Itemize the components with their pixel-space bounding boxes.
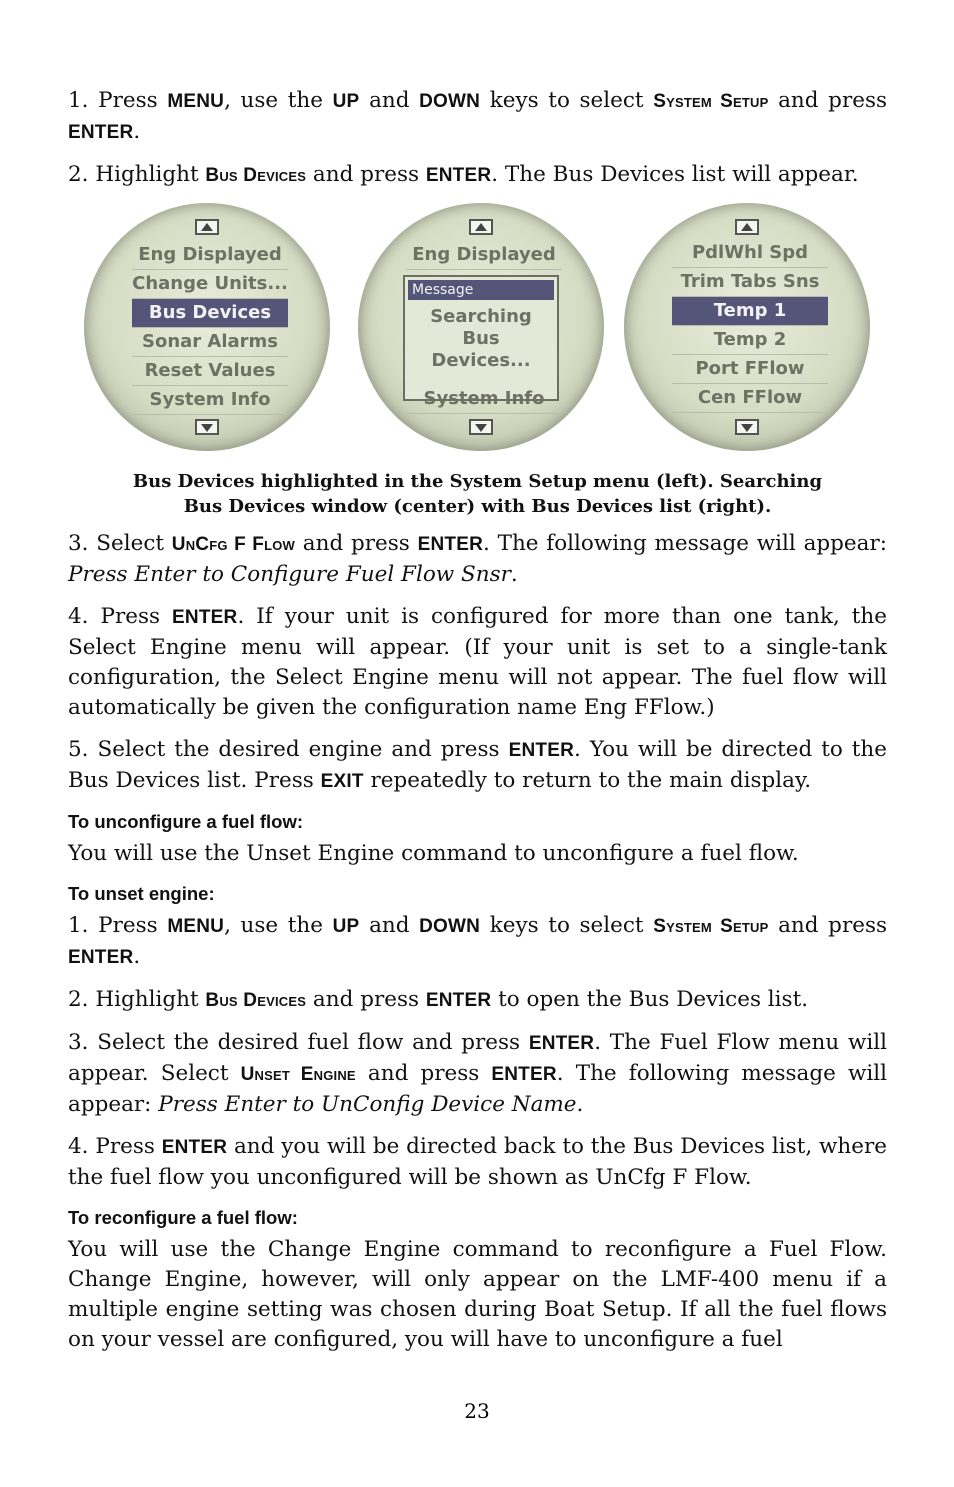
key-enter: ENTER xyxy=(172,607,238,628)
menu-item: Sonar Alarms xyxy=(132,328,288,357)
menu-item: Change Units... xyxy=(132,270,288,299)
screen-message: Press Enter to Configure Fuel Flow Snsr xyxy=(68,562,511,587)
figure-caption: Bus Devices highlighted in the System Setup menu (left). Searching Bus Devices window (center) with Bus Devices list (right). xyxy=(132,471,823,517)
menu-item-selected: Bus Devices xyxy=(132,299,288,328)
key-enter: ENTER xyxy=(425,165,492,186)
scroll-down-arrow-icon xyxy=(195,419,219,435)
unset-step-3: 3. Select the desired fuel flow and press ENTER. The Fuel Flow menu will appear. Select Unset Engine and press ENTER. The following message will appear: Press Enter to UnConfig Device Name. xyxy=(68,1030,887,1117)
screen-searching-window xyxy=(358,203,604,451)
key-enter: ENTER xyxy=(528,1033,595,1054)
scroll-down-arrow-icon xyxy=(469,419,493,435)
key-enter: ENTER xyxy=(161,1137,228,1158)
menu-uncfg-f-flow: UnCfg F Flow xyxy=(171,534,296,555)
key-up: UP xyxy=(332,91,360,112)
unset-step-1: 1. Press MENU, use the UP and DOWN keys to select System Setup and press ENTER. xyxy=(68,913,888,969)
message-body: Searching Bus Devices... xyxy=(430,306,532,371)
menu-unset-engine: Unset Engine xyxy=(240,1064,356,1085)
reconfigure-intro: You will use the Change Engine command to reconfigure a Fuel Flow. Change Engine, however, will only appear on the LMF-400 menu if a multiple engine setting was chosen during Boat Setup. If all the fuel flows on your vessel are configured, you will have to unconfigure a fuel xyxy=(68,1237,887,1352)
menu-item: System Info xyxy=(406,385,562,414)
menu-bus-devices: Bus Devices xyxy=(205,990,307,1011)
menu-item: Eng Displayed xyxy=(132,241,288,270)
key-down: DOWN xyxy=(419,91,481,112)
key-enter: ENTER xyxy=(417,534,483,555)
key-exit: EXIT xyxy=(320,771,364,792)
step-1-system-setup: 1. Press MENU, use the UP and DOWN keys to select System Setup and press ENTER. xyxy=(68,88,888,144)
menu-item: Cen FFlow xyxy=(672,384,828,413)
menu-item: Reset Values xyxy=(132,357,288,386)
step-2-bus-devices: 2. Highlight Bus Devices and press ENTER. The Bus Devices list will appear. xyxy=(68,162,859,187)
scroll-up-arrow-icon xyxy=(469,219,493,235)
step-5-select-engine: 5. Select the desired engine and press ENTER. You will be directed to the Bus Devices list. Press EXIT repeatedly to return to the main display. xyxy=(68,737,888,793)
bus-devices-list xyxy=(672,239,828,413)
heading-unset-engine: To unset engine: xyxy=(68,883,215,904)
menu-item: Port FFlow xyxy=(672,355,828,384)
page-content xyxy=(68,86,887,1367)
menu-system-setup: System Setup xyxy=(653,91,769,112)
key-enter: ENTER xyxy=(425,990,492,1011)
heading-unconfigure-fuel-flow: To unconfigure a fuel flow: xyxy=(68,811,303,832)
system-setup-menu-list xyxy=(132,241,288,415)
menu-item: System Info xyxy=(132,386,288,415)
step-3-uncfg-f-flow: 3. Select UnCfg F Flow and press ENTER. The following message will appear: Press Enter to Configure Fuel Flow Snsr. xyxy=(68,531,887,587)
menu-system-setup: System Setup xyxy=(653,916,769,937)
scroll-up-arrow-icon xyxy=(735,219,759,235)
screen-system-setup-menu xyxy=(84,203,330,451)
key-menu: MENU xyxy=(167,916,225,937)
message-title: Message xyxy=(408,280,554,300)
screen-bus-devices-list xyxy=(624,203,870,451)
screen-message: Press Enter to UnConfig Device Name. xyxy=(158,1092,584,1117)
key-up: UP xyxy=(332,916,360,937)
key-menu: MENU xyxy=(167,91,225,112)
menu-item: PdlWhl Spd xyxy=(672,239,828,268)
menu-bottom-item xyxy=(406,385,562,414)
unset-step-4: 4. Press ENTER and you will be directed back to the Bus Devices list, where the fuel flow you unconfigured will be shown as UnCfg F Flow. xyxy=(68,1134,887,1190)
menu-item: Eng Displayed xyxy=(406,241,562,270)
menu-bus-devices: Bus Devices xyxy=(205,165,307,186)
unconfigure-intro: You will use the Unset Engine command to unconfigure a fuel flow. xyxy=(68,841,799,866)
device-screenshots xyxy=(68,203,887,455)
unset-step-2: 2. Highlight Bus Devices and press ENTER to open the Bus Devices list. xyxy=(68,987,809,1012)
menu-item-selected: Temp 1 xyxy=(672,297,828,326)
key-enter: ENTER xyxy=(68,122,134,143)
menu-item: Trim Tabs Sns xyxy=(672,268,828,297)
scroll-down-arrow-icon xyxy=(735,419,759,435)
menu-item: Temp 2 xyxy=(672,326,828,355)
message-window xyxy=(403,275,559,401)
step-4-press-enter: 4. Press ENTER. If your unit is configured for more than one tank, the Select Engine menu will appear. (If your unit is set to a single-tank configuration, the Select Engine menu will not appear. The fuel flow will automatically be given the configuration name Eng FFlow.) xyxy=(68,604,888,720)
scroll-up-arrow-icon xyxy=(195,219,219,235)
menu-top-item xyxy=(406,241,562,270)
key-enter: ENTER xyxy=(508,740,574,761)
key-down: DOWN xyxy=(419,916,481,937)
heading-reconfigure-fuel-flow: To reconfigure a fuel flow: xyxy=(68,1207,298,1228)
key-enter: ENTER xyxy=(491,1064,557,1085)
key-enter: ENTER xyxy=(68,947,134,968)
page-number: 23 xyxy=(464,1399,490,1423)
